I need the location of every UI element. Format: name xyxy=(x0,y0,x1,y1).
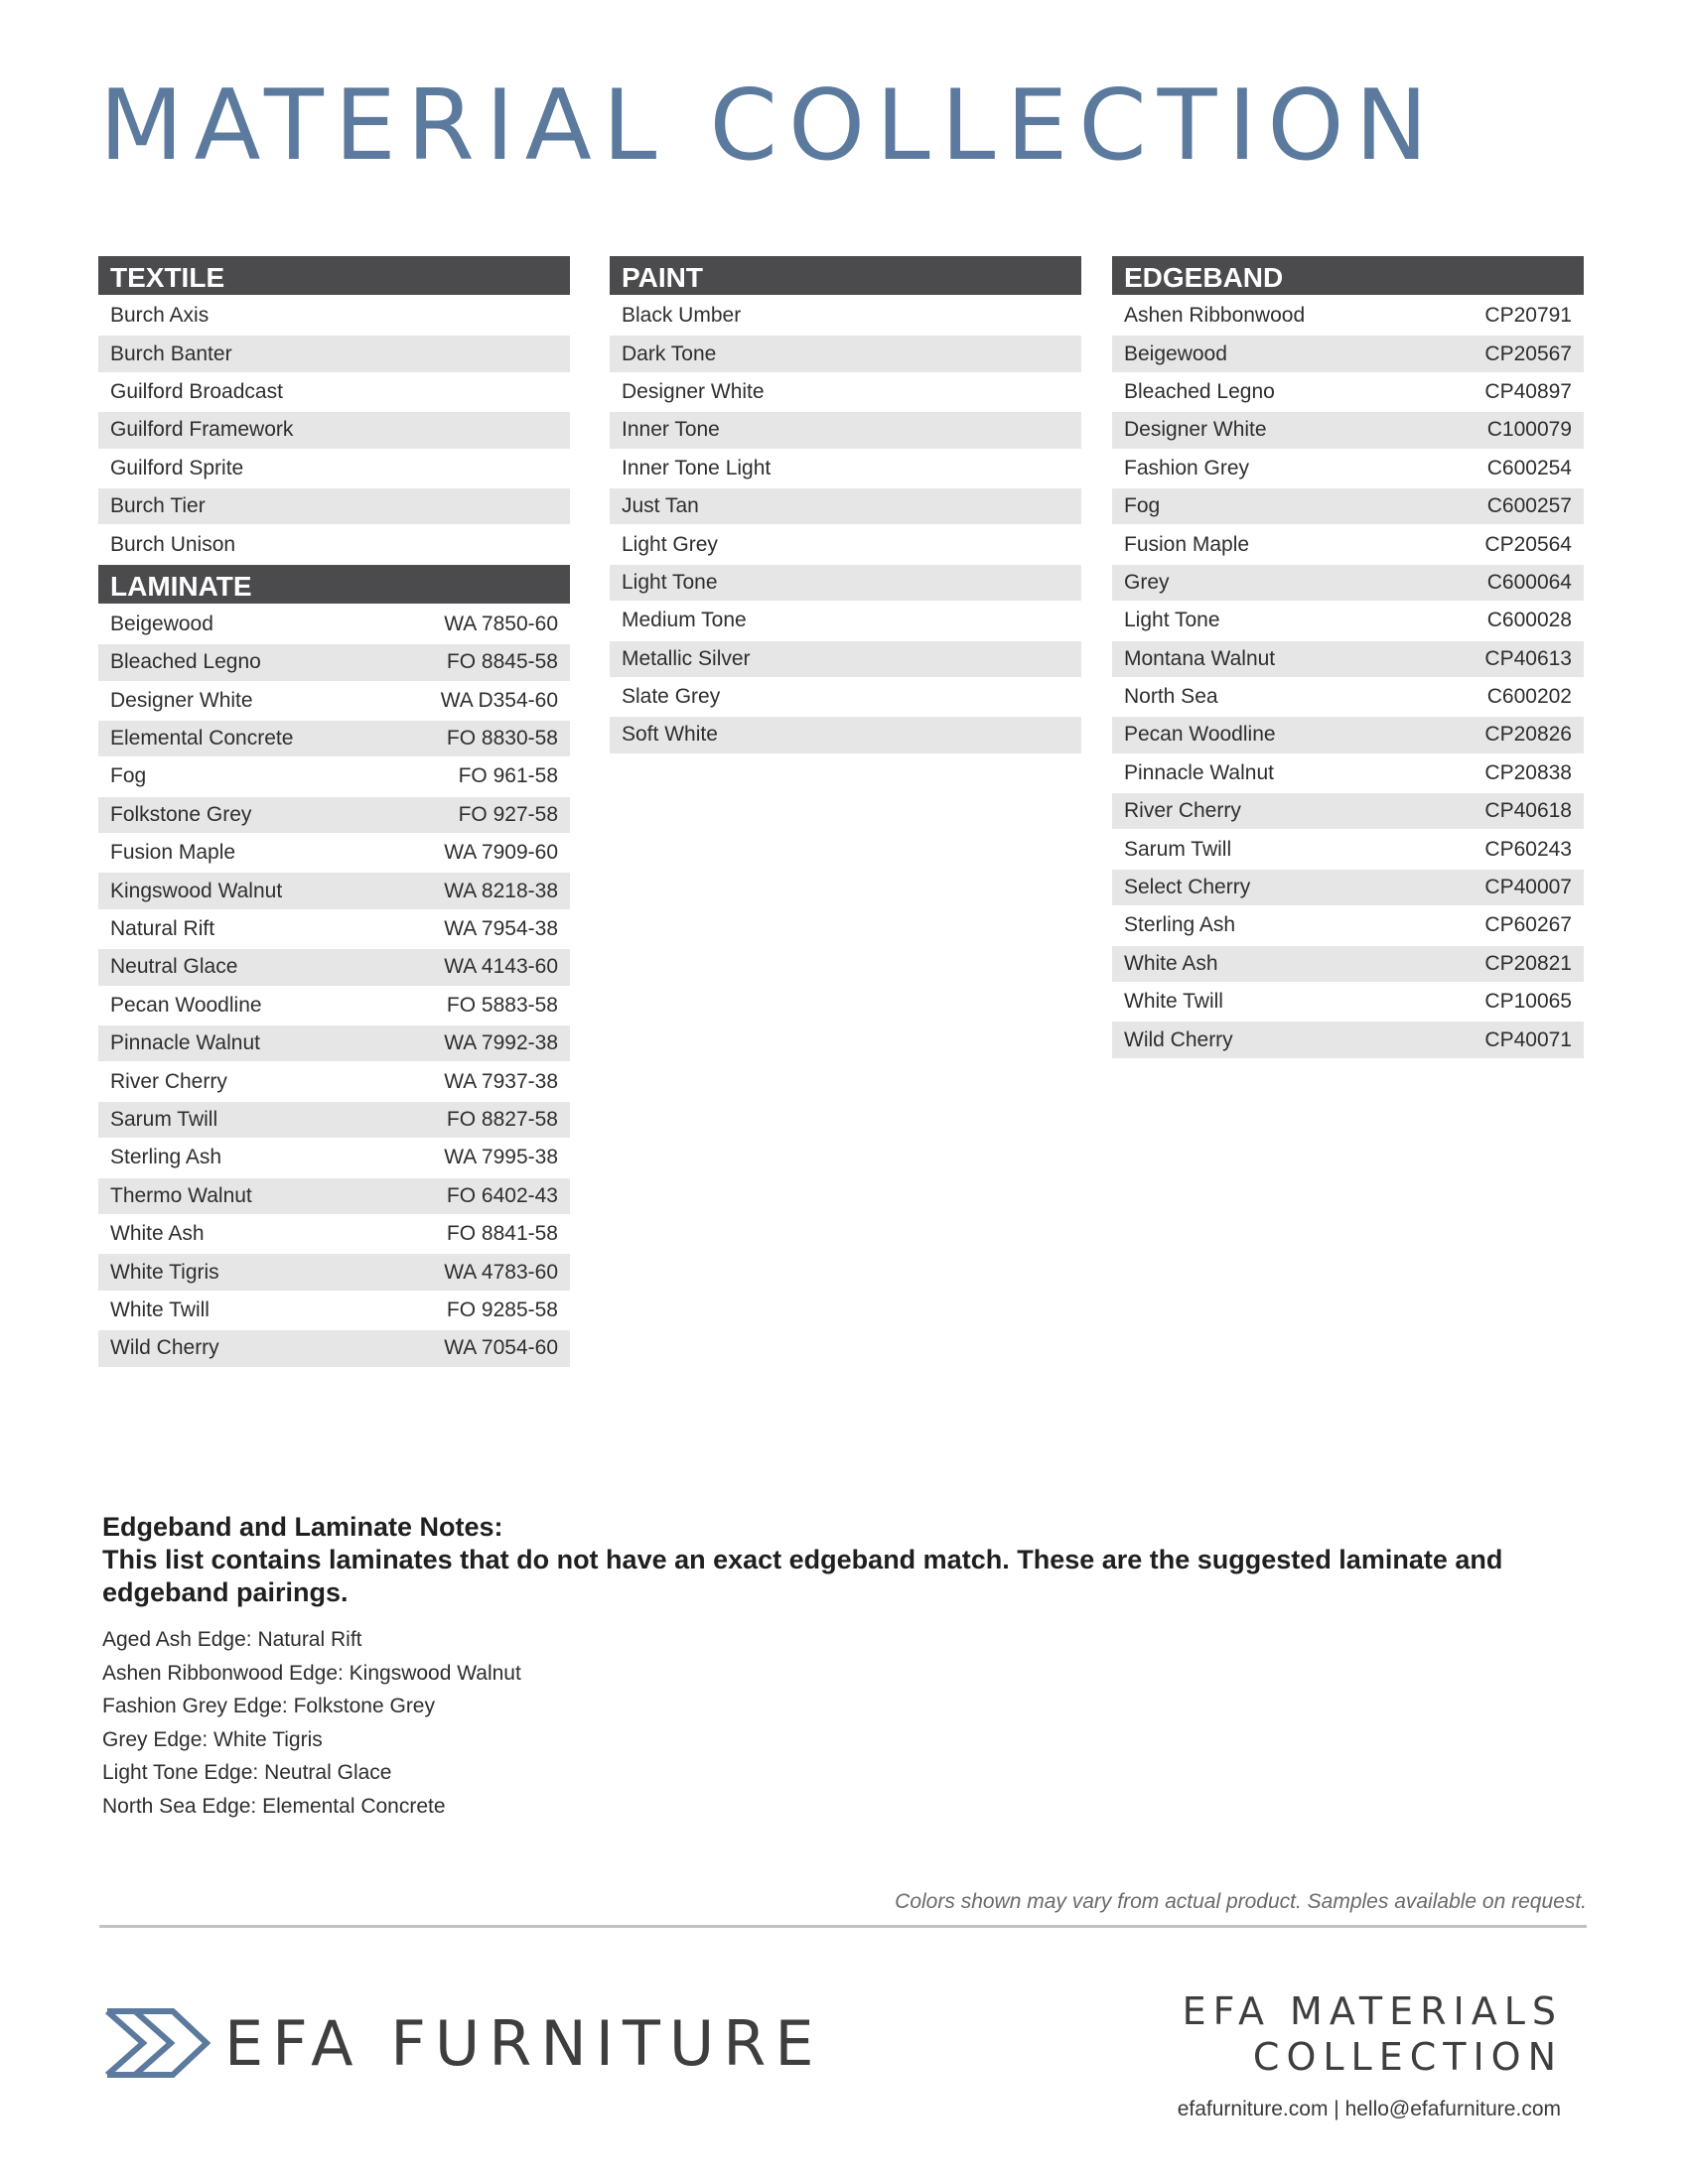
material-name: Thermo Walnut xyxy=(110,1183,252,1207)
pairings-list xyxy=(102,1623,1592,1823)
material-row xyxy=(610,565,1081,603)
notes-title: Edgeband and Laminate Notes: xyxy=(102,1512,503,1542)
material-row xyxy=(98,336,570,373)
material-code: CP20567 xyxy=(1484,341,1572,365)
material-name: Montana Walnut xyxy=(1124,646,1276,670)
material-row xyxy=(98,758,570,796)
material-code: FO 9285-58 xyxy=(446,1297,558,1321)
material-name: River Cherry xyxy=(110,1069,227,1093)
material-name: Designer White xyxy=(110,688,253,712)
material-name: Ashen Ribbonwood xyxy=(1124,304,1306,328)
material-row xyxy=(98,721,570,758)
material-row xyxy=(1112,831,1584,869)
material-code: CP40897 xyxy=(1484,379,1572,403)
material-name: Just Tan xyxy=(622,494,699,518)
material-row xyxy=(98,873,570,910)
material-name: Fusion Maple xyxy=(110,841,236,865)
laminate-heading: LAMINATE xyxy=(98,565,570,607)
material-row xyxy=(1112,565,1584,603)
material-code: WA 7054-60 xyxy=(444,1336,558,1360)
material-row xyxy=(610,717,1081,754)
material-code: CP20791 xyxy=(1484,304,1572,328)
pairing-item: Ashen Ribbonwood Edge: Kingswood Walnut xyxy=(102,1661,521,1685)
material-row xyxy=(610,641,1081,679)
material-name: Wild Cherry xyxy=(110,1336,219,1360)
material-row xyxy=(1112,641,1584,679)
material-name: Elemental Concrete xyxy=(110,727,294,751)
material-code: WA 7909-60 xyxy=(444,841,558,865)
material-name: Sterling Ash xyxy=(110,1146,222,1169)
material-name: Natural Rift xyxy=(110,917,215,941)
material-code: WA 4143-60 xyxy=(444,955,558,979)
edgeband-heading: EDGEBAND xyxy=(1112,256,1584,298)
material-row xyxy=(1112,451,1584,488)
material-row xyxy=(610,603,1081,640)
material-name: Designer White xyxy=(622,379,765,403)
material-row xyxy=(610,336,1081,373)
material-code: CP40071 xyxy=(1484,1027,1572,1051)
collection-line-1: EFA MATERIALS xyxy=(1182,1989,1563,2033)
material-name: Guilford Framework xyxy=(110,418,294,442)
material-code: WA 7937-38 xyxy=(444,1069,558,1093)
material-name: Kingswood Walnut xyxy=(110,879,283,902)
material-code: FO 961-58 xyxy=(458,764,558,788)
material-row xyxy=(98,607,570,644)
column-right xyxy=(1112,256,1584,1060)
material-name: Light Grey xyxy=(622,532,718,556)
material-name: Burch Banter xyxy=(110,341,232,365)
material-name: Fog xyxy=(110,764,147,788)
edgeband-section xyxy=(1112,256,1584,1060)
material-row xyxy=(98,911,570,949)
material-name: White Ash xyxy=(110,1222,205,1246)
disclaimer: Colors shown may vary from actual product. Samples available on request. xyxy=(895,1890,1587,1913)
material-name: Burch Unison xyxy=(110,532,236,556)
contact-info: efafurniture.com | hello@efafurniture.com xyxy=(1177,2098,1561,2120)
material-row xyxy=(98,1330,570,1368)
material-name: Sarum Twill xyxy=(1124,837,1232,861)
material-code: C600254 xyxy=(1486,456,1572,479)
pairing-item: Light Tone Edge: Neutral Glace xyxy=(102,1761,392,1784)
material-name: Light Tone xyxy=(1124,609,1220,632)
material-row xyxy=(98,1178,570,1216)
material-row xyxy=(98,451,570,488)
material-row xyxy=(610,526,1081,564)
material-code: FO 6402-43 xyxy=(446,1183,558,1207)
material-row xyxy=(610,451,1081,488)
material-code: WA 7992-38 xyxy=(444,1031,558,1055)
material-name: Light Tone xyxy=(622,570,718,594)
material-name: White Tigris xyxy=(110,1260,219,1284)
textile-heading: TEXTILE xyxy=(98,256,570,298)
material-row xyxy=(1112,907,1584,945)
material-name: River Cherry xyxy=(1124,799,1241,823)
material-name: White Twill xyxy=(110,1297,210,1321)
material-code: WA D354-60 xyxy=(440,688,558,712)
material-row xyxy=(610,679,1081,717)
material-code: CP40613 xyxy=(1484,646,1572,670)
material-row xyxy=(1112,984,1584,1022)
material-name: North Sea xyxy=(1124,685,1218,709)
material-row xyxy=(98,988,570,1025)
material-name: Guilford Broadcast xyxy=(110,379,283,403)
material-name: Beigewood xyxy=(110,612,213,635)
chevron-arrow-logo-icon xyxy=(103,2007,212,2079)
material-row xyxy=(98,488,570,526)
material-name: Fashion Grey xyxy=(1124,456,1250,479)
material-row xyxy=(98,298,570,336)
pairing-item: Grey Edge: White Tigris xyxy=(102,1727,323,1751)
material-name: Fog xyxy=(1124,494,1161,518)
material-row xyxy=(98,374,570,412)
material-row xyxy=(98,1102,570,1140)
material-code: C600028 xyxy=(1486,609,1572,632)
material-name: Sterling Ash xyxy=(1124,913,1236,937)
material-code: WA 8218-38 xyxy=(444,879,558,902)
material-code: FO 8845-58 xyxy=(446,650,558,674)
textile-list xyxy=(98,298,570,565)
laminate-section xyxy=(98,565,570,1369)
material-row xyxy=(610,488,1081,526)
material-name: Neutral Glace xyxy=(110,955,238,979)
pairing-item: Aged Ash Edge: Natural Rift xyxy=(102,1628,362,1651)
material-name: Metallic Silver xyxy=(622,646,751,670)
material-name: Slate Grey xyxy=(622,685,721,709)
collection-title xyxy=(1183,1988,1563,2080)
material-code: C600202 xyxy=(1486,685,1572,709)
material-code: FO 8841-58 xyxy=(446,1222,558,1246)
material-row xyxy=(98,949,570,987)
material-row xyxy=(1112,603,1584,640)
material-code: C100079 xyxy=(1486,418,1572,442)
material-name: Pinnacle Walnut xyxy=(1124,760,1274,784)
material-name: Select Cherry xyxy=(1124,876,1251,899)
material-name: Pecan Woodline xyxy=(1124,723,1276,747)
material-code: CP40007 xyxy=(1484,876,1572,899)
material-name: Soft White xyxy=(622,723,718,747)
material-name: Sarum Twill xyxy=(110,1108,218,1131)
material-row xyxy=(98,644,570,682)
material-row xyxy=(1112,1022,1584,1059)
material-code: CP60267 xyxy=(1484,913,1572,937)
material-name: Grey xyxy=(1124,570,1170,594)
material-row xyxy=(98,412,570,450)
material-name: Designer White xyxy=(1124,418,1267,442)
material-code: WA 7954-38 xyxy=(444,917,558,941)
material-row xyxy=(98,526,570,564)
material-code: CP10065 xyxy=(1484,990,1572,1014)
material-row xyxy=(1112,374,1584,412)
material-code: WA 7850-60 xyxy=(444,612,558,635)
collection-line-2: COLLECTION xyxy=(1252,2035,1563,2079)
material-row xyxy=(1112,755,1584,793)
textile-section xyxy=(98,256,570,565)
material-row xyxy=(1112,870,1584,907)
material-name: Folkstone Grey xyxy=(110,802,252,826)
material-row xyxy=(98,835,570,873)
material-row xyxy=(98,1025,570,1063)
material-row xyxy=(610,374,1081,412)
brand-name: EFA FURNITURE xyxy=(224,2007,823,2080)
pairing-item: North Sea Edge: Elemental Concrete xyxy=(102,1794,446,1818)
material-row xyxy=(1112,412,1584,450)
material-name: Bleached Legno xyxy=(110,650,261,674)
notes-body: This list contains laminates that do not have an exact edgeband match. These are the suggested laminate and edgeband pairings. xyxy=(102,1545,1503,1607)
column-left xyxy=(98,256,570,1369)
material-name: Beigewood xyxy=(1124,341,1227,365)
material-row xyxy=(98,1254,570,1292)
material-row xyxy=(98,1216,570,1254)
material-code: CP20838 xyxy=(1484,760,1572,784)
material-name: Dark Tone xyxy=(622,341,717,365)
material-name: Pecan Woodline xyxy=(110,993,262,1017)
material-row xyxy=(1112,336,1584,373)
material-code: FO 927-58 xyxy=(458,802,558,826)
material-code: C600064 xyxy=(1486,570,1572,594)
material-code: WA 4783-60 xyxy=(444,1260,558,1284)
material-row xyxy=(98,797,570,835)
notes-section xyxy=(102,1511,1592,1823)
material-name: Burch Tier xyxy=(110,494,206,518)
page-title: MATERIAL COLLECTION xyxy=(99,69,1439,183)
column-middle xyxy=(610,256,1081,755)
pairing-item: Fashion Grey Edge: Folkstone Grey xyxy=(102,1695,435,1717)
material-row xyxy=(610,298,1081,336)
material-name: Guilford Sprite xyxy=(110,456,244,479)
material-row xyxy=(98,1293,570,1330)
material-row xyxy=(98,1140,570,1177)
material-code: FO 8827-58 xyxy=(446,1108,558,1131)
material-name: Black Umber xyxy=(622,304,742,328)
material-row xyxy=(610,412,1081,450)
material-code: CP40618 xyxy=(1484,799,1572,823)
material-code: C600257 xyxy=(1486,494,1572,518)
material-row xyxy=(1112,679,1584,717)
material-code: CP20821 xyxy=(1484,951,1572,975)
material-row xyxy=(1112,526,1584,564)
material-row xyxy=(1112,488,1584,526)
material-code: CP60243 xyxy=(1484,837,1572,861)
material-row xyxy=(98,683,570,721)
material-code: FO 5883-58 xyxy=(446,993,558,1017)
material-row xyxy=(98,1063,570,1101)
material-code: FO 8830-58 xyxy=(446,727,558,751)
material-name: Pinnacle Walnut xyxy=(110,1031,260,1055)
material-name: White Twill xyxy=(1124,990,1223,1014)
edgeband-list xyxy=(1112,298,1584,1060)
paint-heading: PAINT xyxy=(610,256,1081,298)
material-row xyxy=(1112,717,1584,754)
material-name: Inner Tone Light xyxy=(622,456,772,479)
material-row xyxy=(1112,793,1584,831)
material-name: Medium Tone xyxy=(622,609,747,632)
material-row xyxy=(1112,298,1584,336)
material-name: Fusion Maple xyxy=(1124,532,1250,556)
material-name: Bleached Legno xyxy=(1124,379,1275,403)
material-code: WA 7995-38 xyxy=(444,1146,558,1169)
material-name: Burch Axis xyxy=(110,304,210,328)
paint-section xyxy=(610,256,1081,755)
paint-list xyxy=(610,298,1081,755)
laminate-list xyxy=(98,607,570,1369)
material-row xyxy=(1112,946,1584,984)
material-name: White Ash xyxy=(1124,951,1218,975)
material-code: CP20826 xyxy=(1484,723,1572,747)
material-name: Wild Cherry xyxy=(1124,1027,1233,1051)
material-code: CP20564 xyxy=(1484,532,1572,556)
footer-divider xyxy=(99,1925,1587,1928)
material-name: Inner Tone xyxy=(622,418,720,442)
